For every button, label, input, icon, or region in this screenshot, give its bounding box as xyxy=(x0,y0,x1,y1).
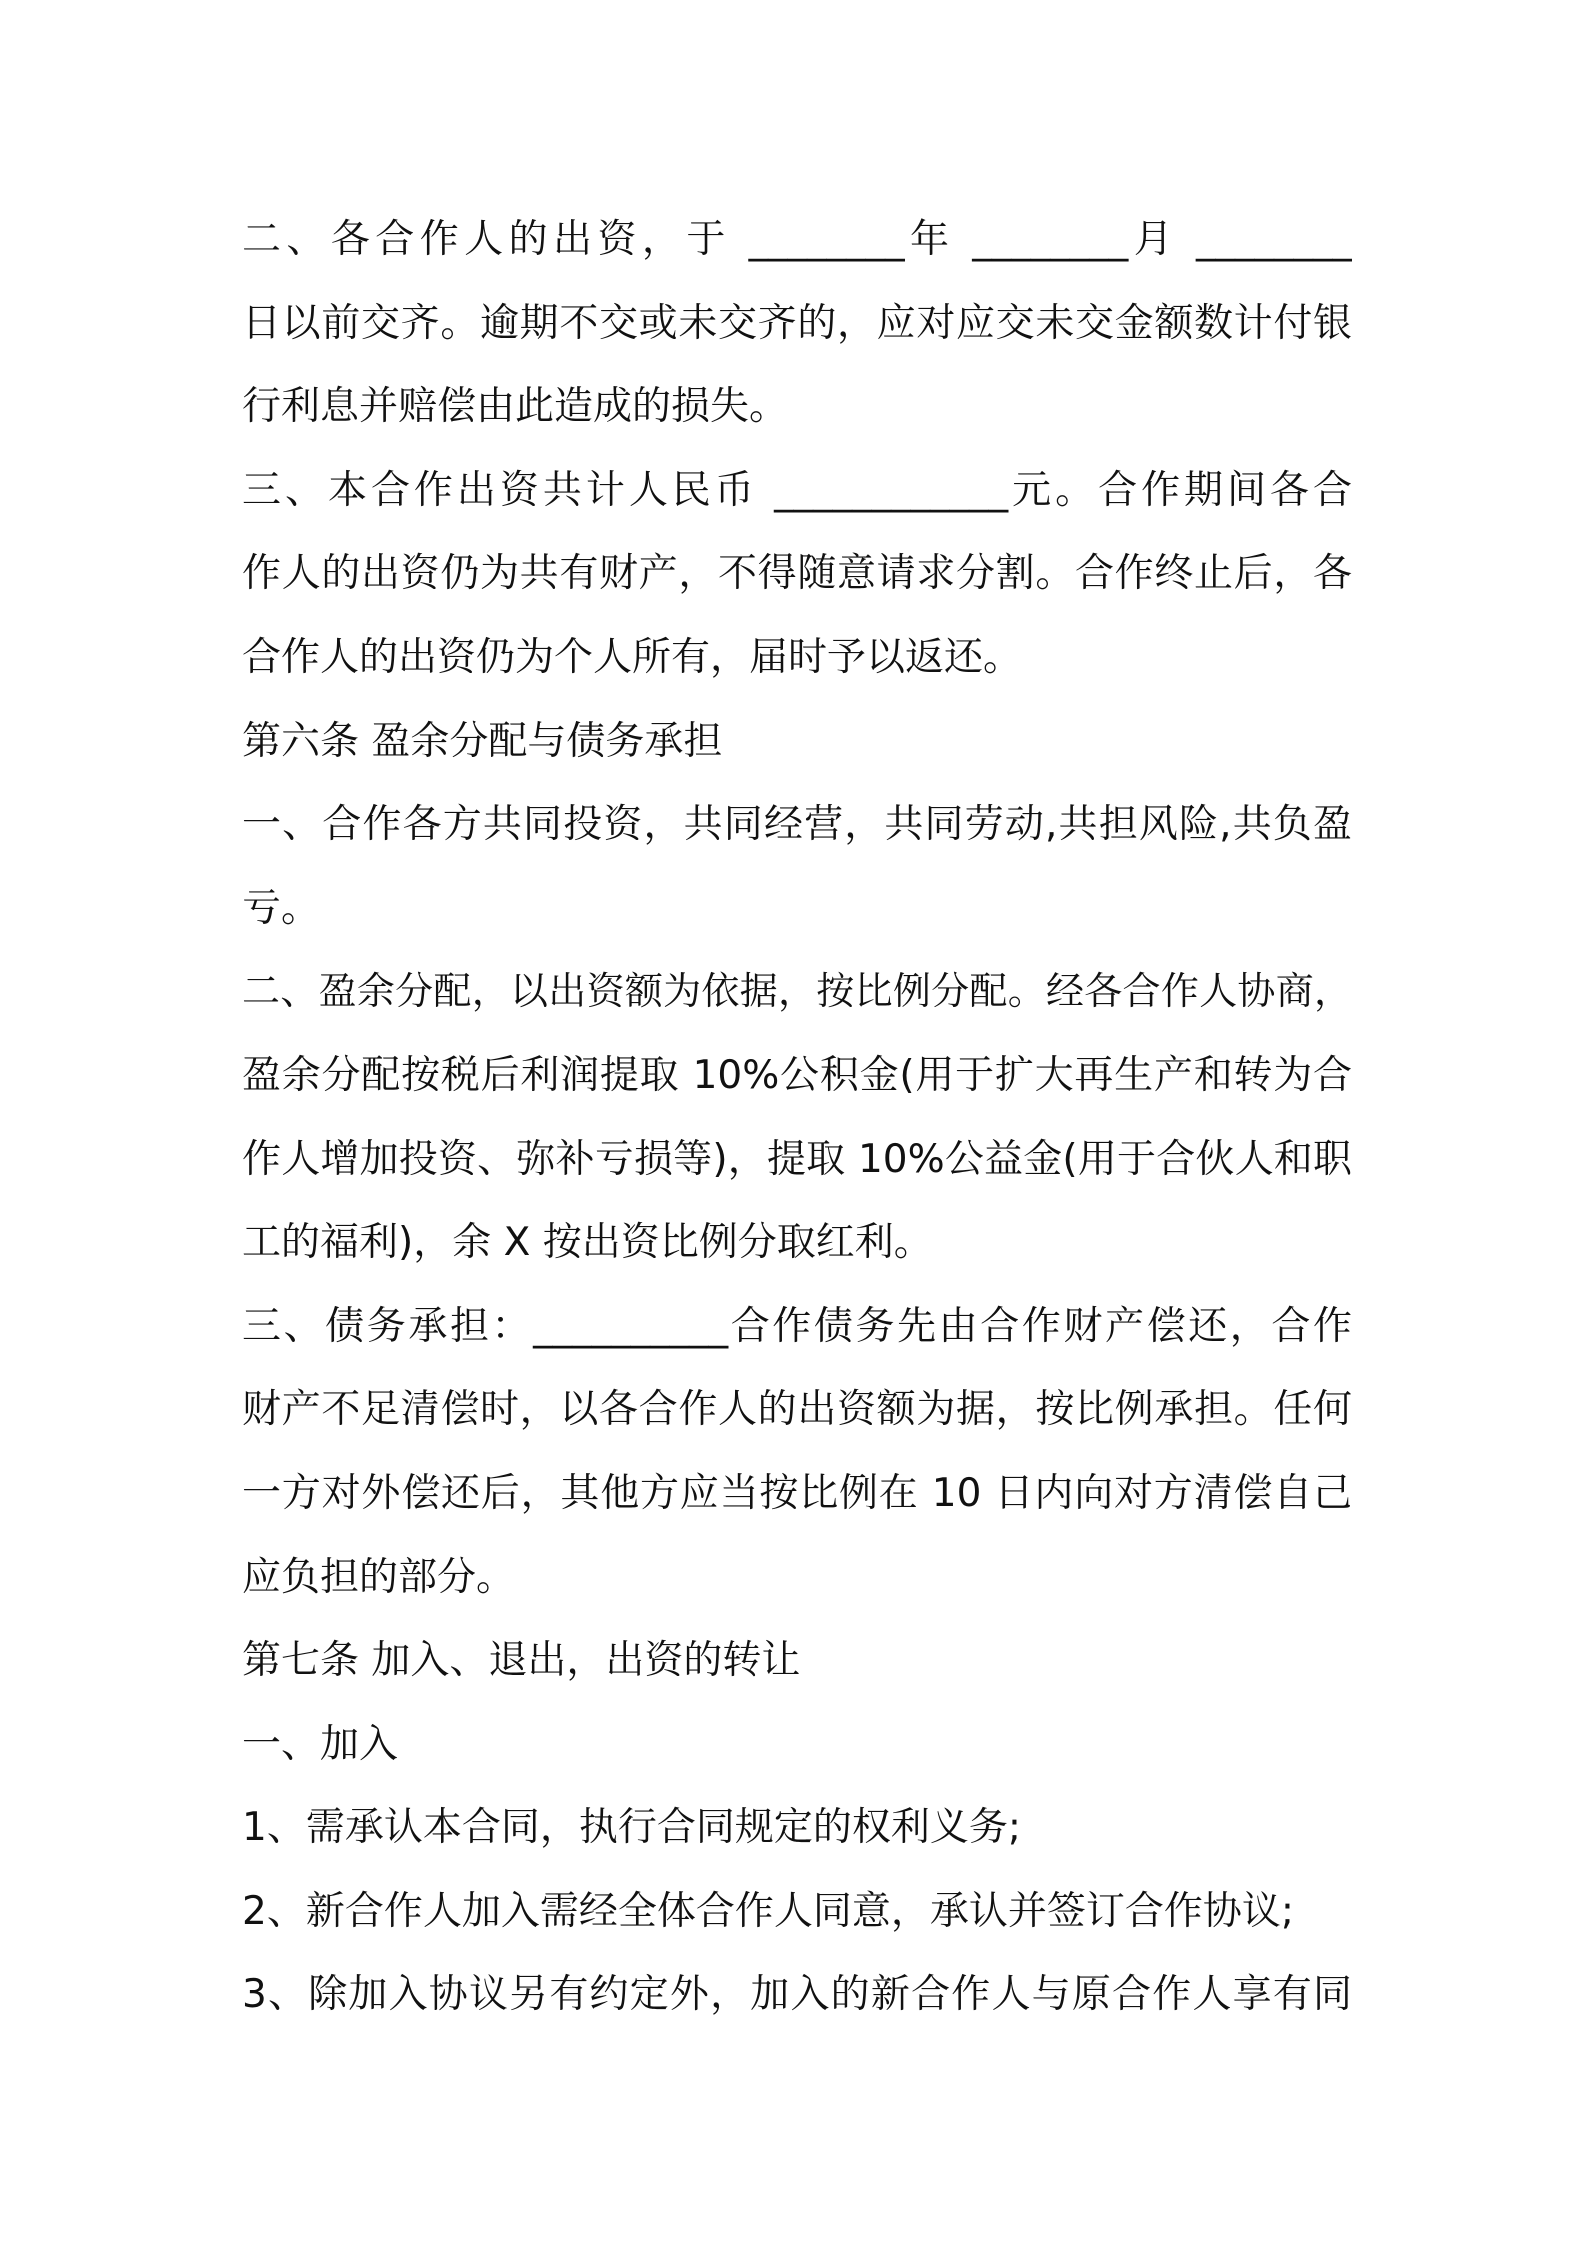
article-6-item-3-line-4: 应负担的部分。 xyxy=(242,1554,516,1600)
clause-2-contribution-deadline-line-1: 二、各合作人的出资，于 ________年 ________月 ________ xyxy=(242,217,1352,262)
article-6-item-3-line-2: 财产不足清偿时，以各合作人的出资额为据，按比例承担。任何 xyxy=(242,1387,1352,1433)
article-7-item-1: 1、需承认本合同，执行合同规定的权利义务; xyxy=(242,1805,1021,1851)
clause-3-total-contribution-line-2: 作人的出资仍为共有财产，不得随意请求分割。合作终止后，各 xyxy=(242,551,1352,597)
article-6-item-2-line-1: 二、盈余分配，以出资额为依据，按比例分配。经各合作人协商， xyxy=(242,969,1352,1014)
article-6-item-3-line-3: 一方对外偿还后，其他方应当按比例在 10 日内向对方清偿自己 xyxy=(242,1470,1352,1516)
article-7-heading: 第七条 加入、退出，出资的转让 xyxy=(242,1638,801,1684)
article-6-item-1-line-1: 一、合作各方共同投资，共同经营，共同劳动,共担风险,共负盈 xyxy=(242,802,1352,848)
clause-2-contribution-deadline-line-3: 行利息并赔偿由此造成的损失。 xyxy=(242,384,789,430)
article-6-heading: 第六条 盈余分配与债务承担 xyxy=(242,718,723,764)
article-7-item-3-line-1: 3、除加入协议另有约定外，加入的新合作人与原合作人享有同 xyxy=(242,1972,1352,2018)
article-6-item-3-line-1: 三、债务承担：__________合作债务先由合作财产偿还，合作 xyxy=(242,1303,1352,1349)
article-6-item-2-line-2: 盈余分配按税后利润提取 10%公积金(用于扩大再生产和转为合 xyxy=(242,1052,1352,1098)
article-6-item-2-line-3: 作人增加投资、弥补亏损等)，提取 10%公益金(用于合伙人和职 xyxy=(242,1136,1352,1182)
document-body xyxy=(242,198,1352,2037)
article-6-item-1-line-2: 亏。 xyxy=(242,885,321,931)
clause-3-total-contribution-line-3: 合作人的出资仍为个人所有，届时予以返还。 xyxy=(242,634,1023,680)
clause-2-contribution-deadline-line-2: 日以前交齐。逾期不交或未交齐的，应对应交未交金额数计付银 xyxy=(242,300,1352,346)
article-7-item-2: 2、新合作人加入需经全体合作人同意，承认并签订合作协议; xyxy=(242,1888,1294,1934)
clause-3-total-contribution-line-1: 三、本合作出资共计人民币 ____________元。合作期间各合 xyxy=(242,467,1352,513)
article-7-section-1-heading: 一、加入 xyxy=(242,1721,399,1767)
article-6-item-2-line-4: 工的福利)，余 X 按出资比例分取红利。 xyxy=(242,1220,933,1266)
